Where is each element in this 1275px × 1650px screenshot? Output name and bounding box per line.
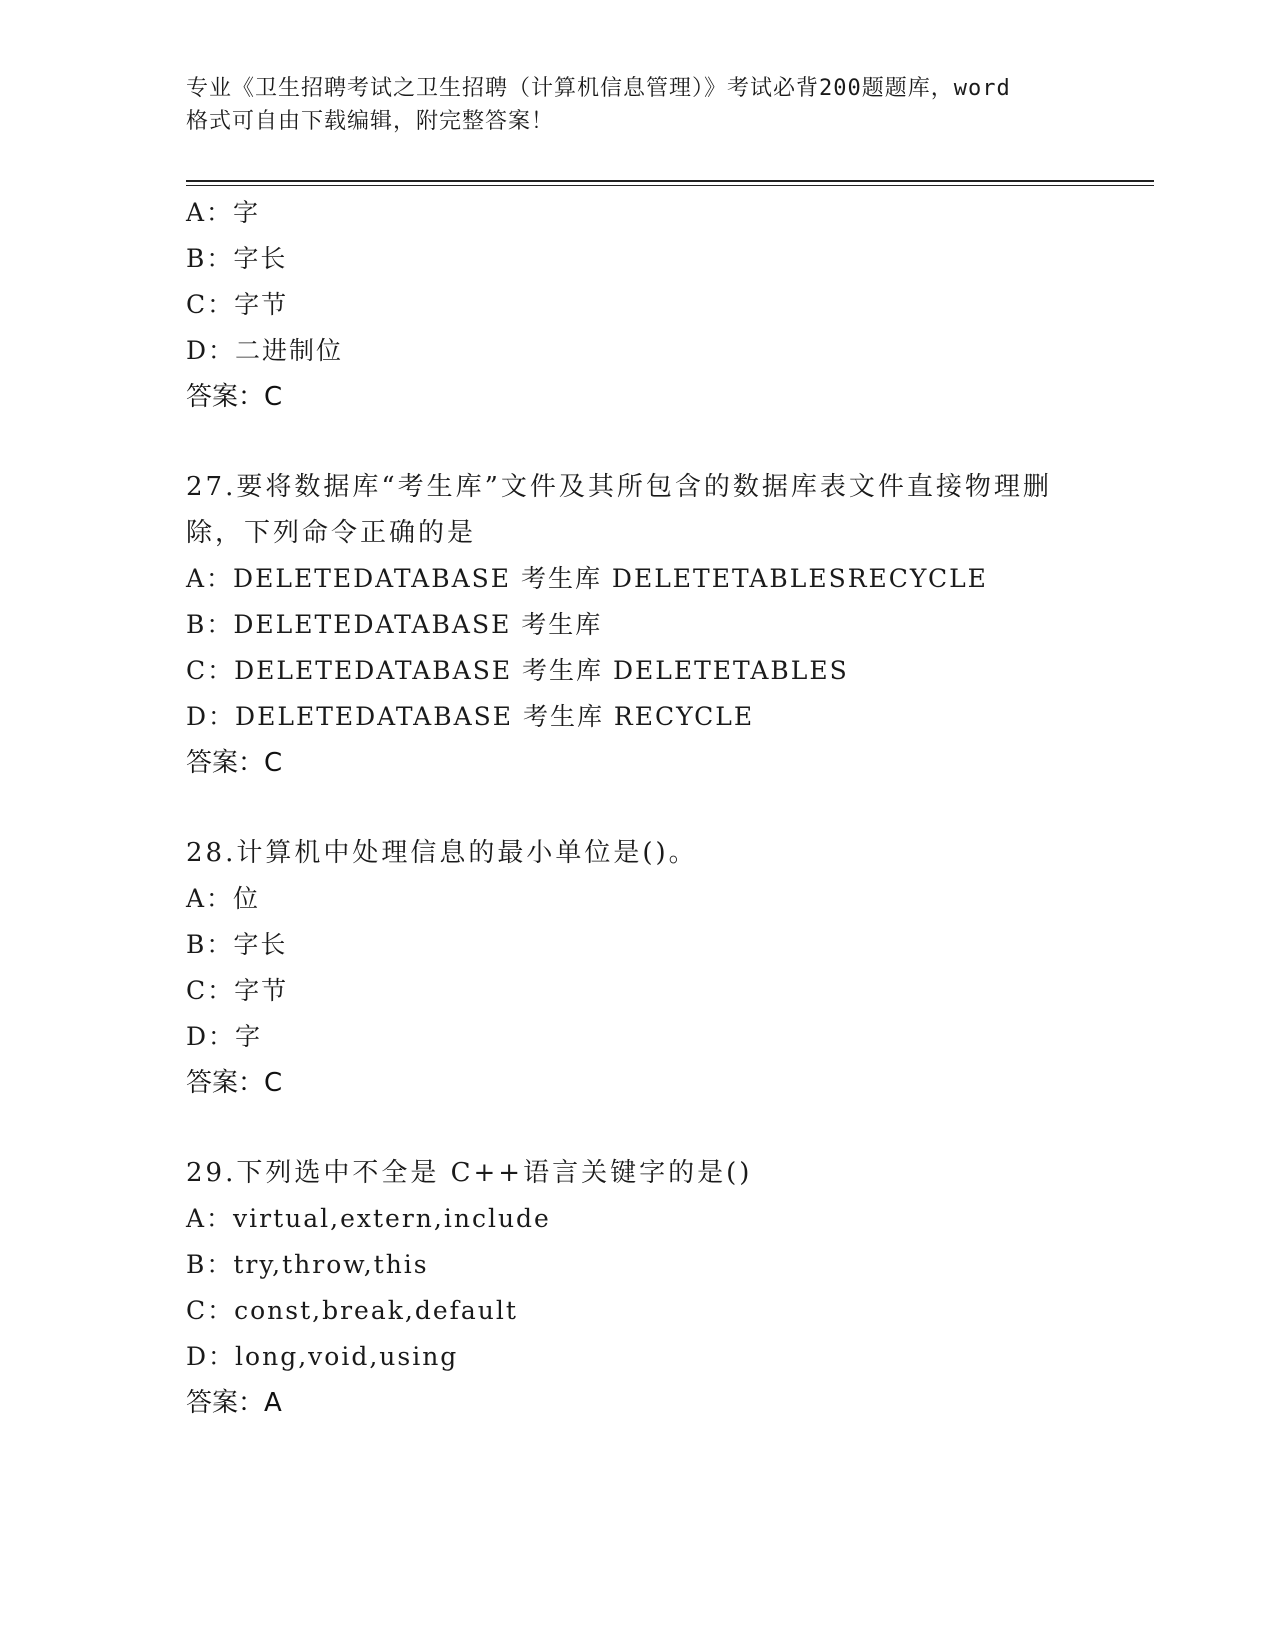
question-spacer xyxy=(186,786,1086,830)
option-d: D：DELETEDATABASE 考生库 RECYCLE xyxy=(186,702,755,731)
question-text-line-1: 29.下列选中不全是 C++语言关键字的是() xyxy=(186,1158,753,1188)
question-text-line-1: 27.要将数据库“考生库”文件及其所包含的数据库表文件直接物理删 xyxy=(186,472,1052,502)
option-b: B：try,throw,this xyxy=(186,1250,429,1279)
option-a: A：字 xyxy=(186,198,261,227)
answer-line: 答案：C xyxy=(186,748,283,778)
question-spacer xyxy=(186,420,1086,464)
option-c: C：字节 xyxy=(186,290,289,319)
option-c: C：const,break,default xyxy=(186,1296,518,1325)
header-title-line-1: 专业《卫生招聘考试之卫生招聘（计算机信息管理）》考试必背200题题库，word xyxy=(186,76,1011,101)
question-spacer xyxy=(186,1106,1086,1150)
header-divider-thin xyxy=(186,185,1154,186)
question-list xyxy=(186,190,1086,1426)
option-b: B：字长 xyxy=(186,244,288,273)
option-b: B：字长 xyxy=(186,930,288,959)
question-block-29 xyxy=(186,1150,1086,1426)
option-b: B：DELETEDATABASE 考生库 xyxy=(186,610,603,639)
answer-line: 答案：C xyxy=(186,382,283,412)
question-text-line-2: 除，下列命令正确的是 xyxy=(186,518,477,548)
question-text-line-1: 28.计算机中处理信息的最小单位是()。 xyxy=(186,838,698,868)
option-c: C：字节 xyxy=(186,976,289,1005)
question-block-28 xyxy=(186,830,1086,1106)
option-a: A：virtual,extern,include xyxy=(186,1204,551,1233)
option-a: A：DELETEDATABASE 考生库 DELETETABLESRECYCLE xyxy=(186,564,988,593)
option-d: D：long,void,using xyxy=(186,1342,459,1371)
question-block-27 xyxy=(186,464,1086,786)
option-c: C：DELETEDATABASE 考生库 DELETETABLES xyxy=(186,656,849,685)
header-divider-thick xyxy=(186,180,1154,182)
question-block-26 xyxy=(186,190,1086,420)
option-d: D：二进制位 xyxy=(186,336,344,365)
document-header xyxy=(186,72,1086,138)
option-d: D：字 xyxy=(186,1022,263,1051)
header-title-line-2: 格式可自由下载编辑，附完整答案！ xyxy=(186,109,555,134)
option-a: A：位 xyxy=(186,884,261,913)
answer-line: 答案：C xyxy=(186,1068,283,1098)
answer-line: 答案：A xyxy=(186,1388,282,1418)
